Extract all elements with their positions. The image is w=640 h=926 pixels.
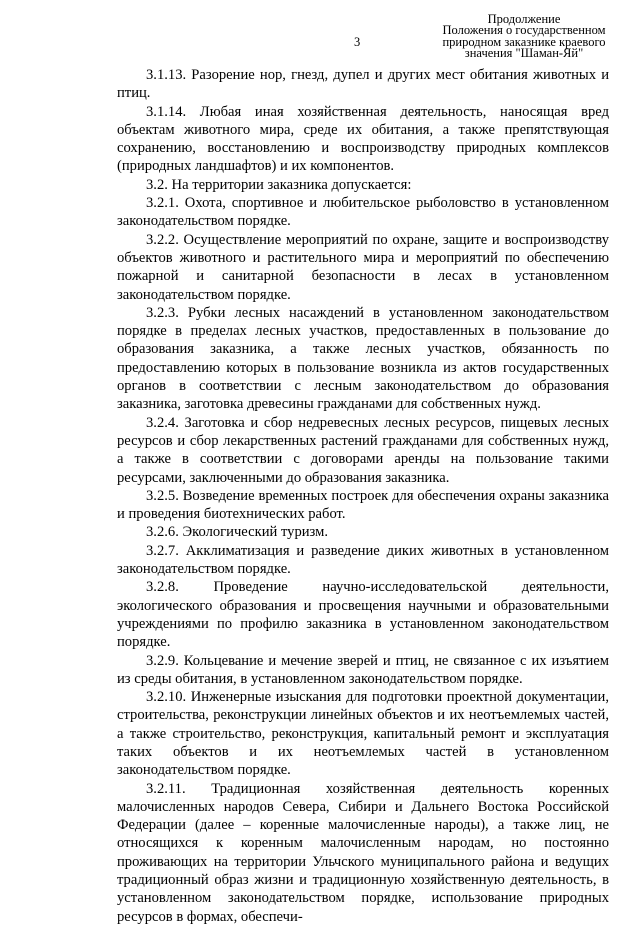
- clause-3-2-11: 3.2.11. Традиционная хозяйственная деятельность коренных малочисленных народов Севера, Сибири и Дальнего Востока Российской Федерации (далее – коренные малочисленные народы), а также лиц, не относящихся к коренным малочисленным народам, но постоянно проживающих на территории Ульчского муниципального района и ведущих традиционный образ жизни и традиционную хозяйственную деятельность, в установленном законодательством порядке, использование природных ресурсов в формах, обеспечи-: [117, 780, 609, 925]
- document-body: [117, 66, 609, 926]
- clause-3-2-2: 3.2.2. Осуществление мероприятий по охране, защите и воспроизводству объектов животного и растительного мира и мероприятий по обеспечению пожарной и санитарной безопасности в лесах в установленном законодательством порядке.: [117, 231, 609, 303]
- note-line: Положения о государственном: [442, 23, 606, 38]
- clause-3-2-7: 3.2.7. Акклиматизация и разведение диких животных в установленном законодательством порядке.: [117, 542, 609, 578]
- note-line: Продолжение: [487, 12, 561, 26]
- note-line: значения "Шаман-Яй": [464, 45, 584, 60]
- clause-3-2-4: 3.2.4. Заготовка и сбор недревесных лесных ресурсов, пищевых лесных ресурсов и сбор лекарственных растений гражданами для собственных нужд, а также в соответствии с договорами аренды на пользование такими ресурсами, заключенными до образования заказника.: [117, 414, 609, 486]
- clause-3-1-14: 3.1.14. Любая иная хозяйственная деятельность, наносящая вред объектам животного мира, среде их обитания, а также препятствующая сохранению, восстановлению и воспроизводству природных комплексов (природных ландшафтов) и их компонентов.: [117, 103, 609, 175]
- clause-3-2-8: 3.2.8. Проведение научно-исследовательской деятельности, экологического образования и просвещения научными и образовательными учреждениями по профилю заказника в установленном законодательством порядке.: [117, 579, 609, 651]
- clause-3-2-3: 3.2.3. Рубки лесных насаждений в установленном законодательством порядке в пределах лесных участков, предоставленных в пользование до образования заказника, а также лесных участков, обязанность по предоставлению которых в пользование возникла из актов государственных органов в соответствии с лесным законодательством до образования заказника, заготовка древесины гражданами для собственных нужд.: [117, 304, 609, 413]
- clause-3-2-5: 3.2.5. Возведение временных построек для обеспечения охраны заказника и проведения биотехнических работ.: [117, 487, 609, 523]
- clause-3-2-10: 3.2.10. Инженерные изыскания для подготовки проектной документации, строительства, реконструкции линейных объектов и их неотъемлемых частей, а также строительство, реконструкция, капитальный ремонт и эксплуатация таких объектов и их неотъемлемых частей в установленном законодательством порядке.: [117, 689, 609, 779]
- clause-3-2-9: 3.2.9. Кольцевание и мечение зверей и птиц, не связанное с их изъятием из среды обитания, в установленном законодательством порядке.: [117, 652, 609, 687]
- clause-3-2: 3.2. На территории заказника допускается:: [146, 176, 412, 193]
- continuation-note: [430, 14, 618, 59]
- clause-3-2-6: 3.2.6. Экологический туризм.: [146, 524, 328, 541]
- clause-3-2-1: 3.2.1. Охота, спортивное и любительское рыболовство в установленном законодательством порядке.: [117, 195, 609, 230]
- page-number: 3: [354, 35, 361, 49]
- note-line: природном заказнике краевого: [442, 34, 606, 49]
- clause-3-1-13: 3.1.13. Разорение нор, гнезд, дупел и других мест обитания животных и птиц.: [117, 67, 609, 102]
